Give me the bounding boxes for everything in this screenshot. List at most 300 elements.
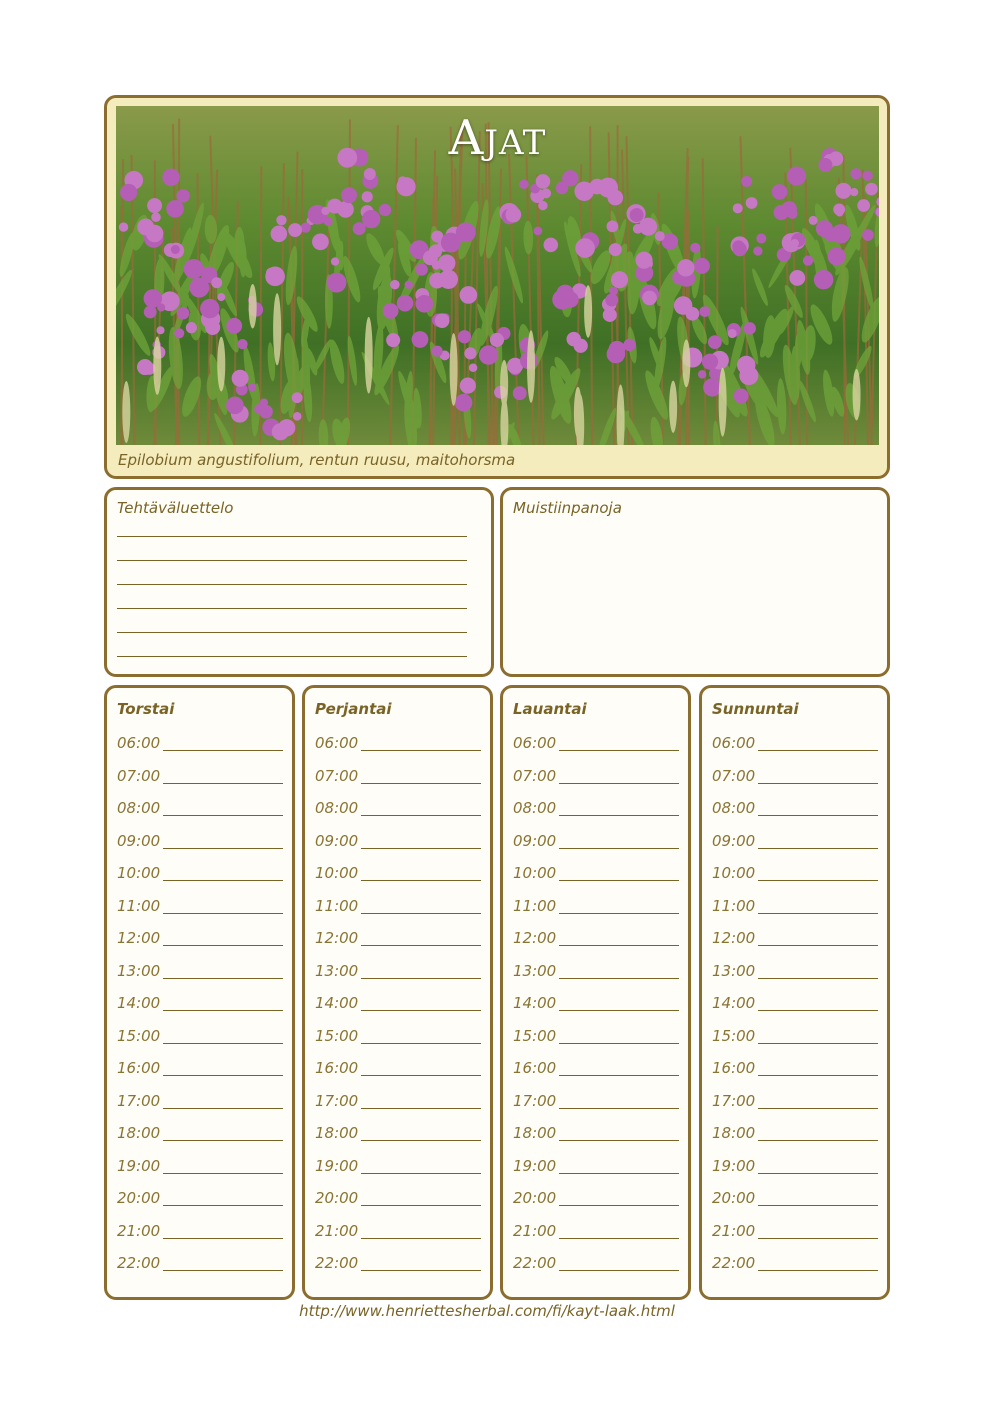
time-slot[interactable] — [117, 862, 287, 882]
fireweed-blossom — [386, 333, 400, 347]
time-slot[interactable] — [712, 895, 882, 915]
write-line[interactable] — [163, 880, 283, 881]
time-label: 11:00 — [117, 896, 161, 915]
task-line[interactable] — [117, 584, 467, 585]
fireweed-blossom — [698, 370, 706, 378]
fireweed-blossom — [412, 331, 429, 348]
time-slot[interactable] — [117, 992, 287, 1012]
time-slot[interactable] — [513, 862, 683, 882]
time-label: 22:00 — [712, 1254, 756, 1272]
task-line[interactable] — [117, 560, 467, 561]
fireweed-blossom — [862, 170, 872, 180]
time-slot[interactable] — [712, 1122, 882, 1142]
write-line[interactable] — [163, 848, 283, 849]
write-line[interactable] — [559, 1043, 679, 1044]
time-slot[interactable] — [315, 927, 485, 947]
fireweed-blossom — [147, 198, 162, 213]
write-line[interactable] — [163, 1205, 283, 1206]
task-line[interactable] — [117, 536, 467, 537]
time-slot[interactable] — [315, 960, 485, 980]
time-slot[interactable] — [712, 1187, 882, 1207]
fireweed-blossom — [162, 169, 180, 187]
time-slot[interactable] — [315, 1187, 485, 1207]
time-slot[interactable] — [117, 927, 287, 947]
write-line[interactable] — [559, 1108, 679, 1109]
write-line[interactable] — [559, 1238, 679, 1239]
fireweed-blossom — [609, 243, 622, 256]
time-slot[interactable] — [117, 1187, 287, 1207]
time-slot[interactable] — [315, 1252, 485, 1272]
fireweed-blossom — [623, 339, 636, 352]
fireweed-blossom — [490, 333, 504, 347]
write-line[interactable] — [559, 1075, 679, 1076]
fireweed-blossom — [733, 203, 743, 213]
fireweed-blossom — [237, 339, 247, 349]
time-label: 22:00 — [315, 1254, 359, 1272]
grass-seedhead — [719, 368, 727, 437]
grass-seedhead — [450, 333, 458, 406]
time-label: 13:00 — [513, 961, 557, 980]
grass-seedhead — [273, 293, 281, 365]
time-slot[interactable] — [712, 765, 882, 785]
fireweed-blossom — [211, 277, 222, 288]
fireweed-blossom — [541, 188, 551, 198]
time-slot[interactable] — [712, 1155, 882, 1175]
fireweed-blossom — [248, 383, 256, 391]
write-line[interactable] — [758, 913, 878, 914]
time-slot[interactable] — [513, 927, 683, 947]
fireweed-blossom — [327, 273, 347, 293]
time-slot[interactable] — [513, 1155, 683, 1175]
time-label: 12:00 — [712, 929, 756, 947]
time-slot[interactable] — [117, 1252, 287, 1272]
write-line[interactable] — [163, 783, 283, 784]
time-label: 18:00 — [513, 1124, 557, 1142]
time-label: 16:00 — [712, 1059, 756, 1077]
write-line[interactable] — [758, 945, 878, 946]
write-line[interactable] — [758, 1043, 878, 1044]
time-slot[interactable] — [513, 1057, 683, 1077]
fireweed-blossom — [469, 364, 477, 372]
write-line[interactable] — [361, 783, 481, 784]
fireweed-blossom — [120, 184, 137, 201]
write-line[interactable] — [559, 815, 679, 816]
write-line[interactable] — [559, 978, 679, 979]
fireweed-blossom — [226, 397, 244, 415]
fireweed-blossom — [455, 394, 473, 412]
time-label: 08:00 — [315, 799, 359, 817]
fireweed-blossom — [292, 392, 303, 403]
time-slot[interactable] — [117, 765, 287, 785]
write-line[interactable] — [361, 1140, 481, 1141]
time-label: 07:00 — [513, 766, 557, 785]
time-slot[interactable] — [712, 927, 882, 947]
time-label: 21:00 — [117, 1221, 161, 1240]
write-line[interactable] — [163, 945, 283, 946]
write-line[interactable] — [559, 1010, 679, 1011]
fireweed-blossom — [441, 233, 461, 253]
grass-seedhead — [365, 317, 373, 394]
write-line[interactable] — [758, 783, 878, 784]
fireweed-blossom — [156, 326, 164, 334]
write-line[interactable] — [758, 1010, 878, 1011]
time-slot[interactable] — [315, 862, 485, 882]
time-label: 15:00 — [513, 1026, 557, 1045]
fireweed-blossom — [331, 257, 339, 265]
time-slot[interactable] — [513, 765, 683, 785]
time-slot[interactable] — [117, 1220, 287, 1240]
write-line[interactable] — [559, 1205, 679, 1206]
time-slot[interactable] — [117, 797, 287, 817]
fireweed-blossom — [186, 322, 197, 333]
fireweed-blossom — [464, 347, 476, 359]
fireweed-blossom — [694, 258, 710, 274]
fireweed-blossom — [708, 335, 722, 349]
time-label: 19:00 — [117, 1156, 161, 1175]
write-line[interactable] — [559, 1140, 679, 1141]
time-label: 14:00 — [117, 994, 161, 1012]
fireweed-blossom — [519, 179, 528, 188]
fireweed-blossom — [630, 208, 644, 222]
time-slot[interactable] — [513, 1220, 683, 1240]
time-label: 18:00 — [117, 1124, 161, 1142]
fireweed-blossom — [151, 212, 161, 222]
fireweed-blossom — [272, 423, 289, 440]
fireweed-blossom — [814, 270, 834, 290]
time-label: 15:00 — [117, 1026, 161, 1045]
fireweed-blossom — [753, 246, 762, 255]
time-label: 20:00 — [117, 1189, 161, 1207]
time-slot[interactable] — [712, 960, 882, 980]
time-label: 22:00 — [117, 1254, 161, 1272]
time-slot[interactable] — [315, 765, 485, 785]
time-slot[interactable] — [513, 1090, 683, 1110]
write-line[interactable] — [361, 1043, 481, 1044]
time-slot[interactable] — [513, 1122, 683, 1142]
time-slot[interactable] — [712, 797, 882, 817]
grass-seedhead — [853, 369, 861, 420]
task-line[interactable] — [117, 656, 467, 657]
time-slot[interactable] — [117, 732, 287, 752]
fireweed-blossom — [200, 299, 220, 319]
page-title: Ajat — [448, 110, 547, 166]
day-name: Perjantai — [315, 700, 392, 718]
fireweed-blossom — [184, 259, 204, 279]
fireweed-blossom — [166, 200, 184, 218]
fireweed-blossom — [803, 256, 813, 266]
task-list-title: Tehtäväluettelo — [117, 499, 234, 517]
write-line[interactable] — [361, 750, 481, 751]
time-slot[interactable] — [513, 960, 683, 980]
fireweed-blossom — [536, 174, 551, 189]
time-slot[interactable] — [315, 732, 485, 752]
time-slot[interactable] — [712, 862, 882, 882]
task-line[interactable] — [117, 608, 467, 609]
time-label: 09:00 — [117, 831, 161, 850]
time-label: 15:00 — [315, 1026, 359, 1045]
write-line[interactable] — [559, 880, 679, 881]
time-label: 11:00 — [513, 896, 557, 915]
fireweed-blossom — [744, 322, 756, 334]
fireweed-blossom — [288, 223, 302, 237]
fireweed-blossom — [397, 295, 414, 312]
time-label: 07:00 — [117, 766, 161, 785]
fireweed-blossom — [312, 233, 329, 250]
write-line[interactable] — [163, 1075, 283, 1076]
write-line[interactable] — [361, 1173, 481, 1174]
fireweed-blossom — [337, 201, 354, 218]
fireweed-blossom — [505, 207, 521, 223]
fireweed-blossom — [217, 293, 225, 301]
footer-url[interactable]: http://www.henriettesherbal.com/fi/kayt-laak.html — [299, 1302, 675, 1320]
grass-seedhead — [682, 339, 690, 387]
fireweed-blossom — [398, 176, 407, 185]
grass-seedhead — [574, 387, 582, 439]
time-label: 19:00 — [712, 1156, 756, 1175]
fireweed-blossom — [276, 215, 286, 225]
time-slot[interactable] — [315, 1220, 485, 1240]
stem — [121, 207, 122, 445]
grass-seedhead — [249, 284, 257, 329]
write-line[interactable] — [758, 978, 878, 979]
time-slot[interactable] — [117, 895, 287, 915]
write-line[interactable] — [758, 1075, 878, 1076]
time-slot[interactable] — [315, 895, 485, 915]
write-line[interactable] — [361, 1205, 481, 1206]
fireweed-blossom — [605, 294, 618, 307]
fireweed-blossom — [405, 281, 413, 289]
time-slot[interactable] — [117, 830, 287, 850]
time-label: 21:00 — [513, 1221, 557, 1240]
time-label: 10:00 — [513, 864, 557, 882]
write-line[interactable] — [361, 1108, 481, 1109]
day-name: Lauantai — [513, 700, 587, 718]
fireweed-blossom — [176, 189, 189, 202]
fireweed-blossom — [787, 208, 797, 218]
time-slot[interactable] — [315, 1155, 485, 1175]
time-label: 19:00 — [315, 1156, 359, 1175]
notes-panel[interactable] — [500, 487, 890, 677]
time-slot[interactable] — [315, 1090, 485, 1110]
fireweed-blossom — [533, 227, 542, 236]
write-line[interactable] — [559, 848, 679, 849]
time-slot[interactable] — [117, 1057, 287, 1077]
time-label: 21:00 — [712, 1221, 756, 1240]
write-line[interactable] — [361, 1010, 481, 1011]
write-line[interactable] — [361, 1270, 481, 1271]
time-label: 06:00 — [117, 734, 161, 752]
time-label: 20:00 — [513, 1189, 557, 1207]
fireweed-blossom — [460, 377, 476, 393]
write-line[interactable] — [163, 815, 283, 816]
header-box — [104, 95, 890, 479]
fireweed-blossom — [232, 370, 249, 387]
fireweed-blossom — [379, 204, 391, 216]
time-slot[interactable] — [117, 1025, 287, 1045]
time-label: 15:00 — [712, 1026, 756, 1045]
time-label: 10:00 — [712, 864, 756, 882]
fireweed-blossom — [137, 218, 154, 235]
time-slot[interactable] — [315, 1025, 485, 1045]
time-label: 18:00 — [712, 1124, 756, 1142]
time-label: 14:00 — [513, 994, 557, 1012]
day-column — [500, 685, 691, 1300]
fireweed-blossom — [157, 303, 165, 311]
fireweed-blossom — [833, 203, 845, 215]
time-label: 10:00 — [315, 864, 359, 882]
time-slot[interactable] — [513, 895, 683, 915]
fireweed-blossom — [865, 183, 878, 196]
fireweed-blossom — [857, 199, 870, 212]
fireweed-blossom — [607, 220, 619, 232]
fireweed-blossom — [435, 313, 450, 328]
write-line[interactable] — [758, 1140, 878, 1141]
write-line[interactable] — [163, 978, 283, 979]
write-line[interactable] — [758, 1108, 878, 1109]
time-slot[interactable] — [513, 797, 683, 817]
time-slot[interactable] — [712, 1025, 882, 1045]
write-line[interactable] — [163, 1270, 283, 1271]
time-slot[interactable] — [513, 1187, 683, 1207]
fireweed-blossom — [809, 216, 818, 225]
time-slot[interactable] — [315, 1057, 485, 1077]
time-label: 07:00 — [712, 766, 756, 785]
time-slot[interactable] — [513, 830, 683, 850]
time-label: 12:00 — [513, 929, 557, 947]
write-line[interactable] — [758, 815, 878, 816]
time-slot[interactable] — [315, 992, 485, 1012]
write-line[interactable] — [163, 1010, 283, 1011]
write-line[interactable] — [163, 1108, 283, 1109]
fireweed-blossom — [575, 238, 595, 258]
time-label: 06:00 — [315, 734, 359, 752]
time-slot[interactable] — [712, 830, 882, 850]
fireweed-blossom — [677, 259, 694, 276]
fireweed-blossom — [226, 318, 242, 334]
time-slot[interactable] — [513, 732, 683, 752]
time-label: 12:00 — [315, 929, 359, 947]
time-slot[interactable] — [315, 1122, 485, 1142]
time-label: 08:00 — [712, 799, 756, 817]
task-line[interactable] — [117, 632, 467, 633]
fireweed-blossom — [686, 307, 700, 321]
fireweed-blossom — [609, 287, 618, 296]
time-label: 08:00 — [513, 799, 557, 817]
write-line[interactable] — [163, 1043, 283, 1044]
time-label: 20:00 — [712, 1189, 756, 1207]
fireweed-blossom — [562, 291, 578, 307]
time-label: 06:00 — [513, 734, 557, 752]
write-line[interactable] — [559, 783, 679, 784]
time-slot[interactable] — [117, 1155, 287, 1175]
day-column — [699, 685, 890, 1300]
time-label: 09:00 — [712, 831, 756, 850]
stem — [717, 226, 718, 445]
fireweed-blossom — [828, 247, 846, 265]
grass-seedhead — [584, 285, 592, 337]
time-slot[interactable] — [712, 1090, 882, 1110]
write-line[interactable] — [361, 880, 481, 881]
fireweed-blossom — [655, 231, 665, 241]
write-line[interactable] — [163, 1238, 283, 1239]
fireweed-blossom — [603, 308, 617, 322]
time-label: 18:00 — [315, 1124, 359, 1142]
write-line[interactable] — [758, 848, 878, 849]
time-label: 13:00 — [712, 961, 756, 980]
time-label: 16:00 — [513, 1059, 557, 1077]
write-line[interactable] — [559, 1270, 679, 1271]
fireweed-blossom — [831, 224, 850, 243]
write-line[interactable] — [361, 848, 481, 849]
time-slot[interactable] — [117, 1090, 287, 1110]
time-slot[interactable] — [712, 1057, 882, 1077]
write-line[interactable] — [559, 913, 679, 914]
fireweed-blossom — [543, 238, 558, 253]
time-slot[interactable] — [712, 732, 882, 752]
write-line[interactable] — [361, 945, 481, 946]
write-line[interactable] — [758, 1173, 878, 1174]
fireweed-blossom — [266, 268, 276, 278]
write-line[interactable] — [559, 750, 679, 751]
write-line[interactable] — [163, 1140, 283, 1141]
fireweed-blossom — [728, 329, 737, 338]
write-line[interactable] — [559, 945, 679, 946]
time-slot[interactable] — [513, 1252, 683, 1272]
time-slot[interactable] — [712, 1220, 882, 1240]
time-slot[interactable] — [712, 992, 882, 1012]
fireweed-blossom — [862, 229, 874, 241]
fireweed-photo — [116, 106, 879, 445]
fireweed-blossom — [271, 226, 288, 243]
write-line[interactable] — [758, 880, 878, 881]
time-slot[interactable] — [117, 1122, 287, 1142]
write-line[interactable] — [361, 815, 481, 816]
fireweed-blossom — [791, 239, 799, 247]
write-line[interactable] — [758, 750, 878, 751]
time-slot[interactable] — [315, 797, 485, 817]
time-label: 13:00 — [315, 961, 359, 980]
time-slot[interactable] — [712, 1252, 882, 1272]
write-line[interactable] — [758, 1205, 878, 1206]
time-slot[interactable] — [513, 1025, 683, 1045]
write-line[interactable] — [361, 1075, 481, 1076]
time-label: 10:00 — [117, 864, 161, 882]
fireweed-blossom — [642, 291, 657, 306]
fireweed-blossom — [850, 168, 861, 179]
day-column — [302, 685, 493, 1300]
time-slot[interactable] — [315, 830, 485, 850]
write-line[interactable] — [361, 1238, 481, 1239]
time-label: 17:00 — [315, 1091, 359, 1110]
write-line[interactable] — [361, 978, 481, 979]
fireweed-blossom — [137, 359, 153, 375]
write-line[interactable] — [758, 1238, 878, 1239]
time-label: 16:00 — [315, 1059, 359, 1077]
notes-title: Muistiinpanoja — [513, 499, 622, 517]
grass-seedhead — [669, 381, 677, 433]
grass-seedhead — [527, 330, 535, 402]
write-line[interactable] — [163, 750, 283, 751]
write-line[interactable] — [758, 1270, 878, 1271]
fireweed-blossom — [850, 188, 858, 196]
write-line[interactable] — [163, 913, 283, 914]
day-name: Torstai — [117, 700, 175, 718]
write-line[interactable] — [163, 1173, 283, 1174]
time-slot[interactable] — [117, 960, 287, 980]
write-line[interactable] — [559, 1173, 679, 1174]
write-line[interactable] — [361, 913, 481, 914]
time-slot[interactable] — [513, 992, 683, 1012]
